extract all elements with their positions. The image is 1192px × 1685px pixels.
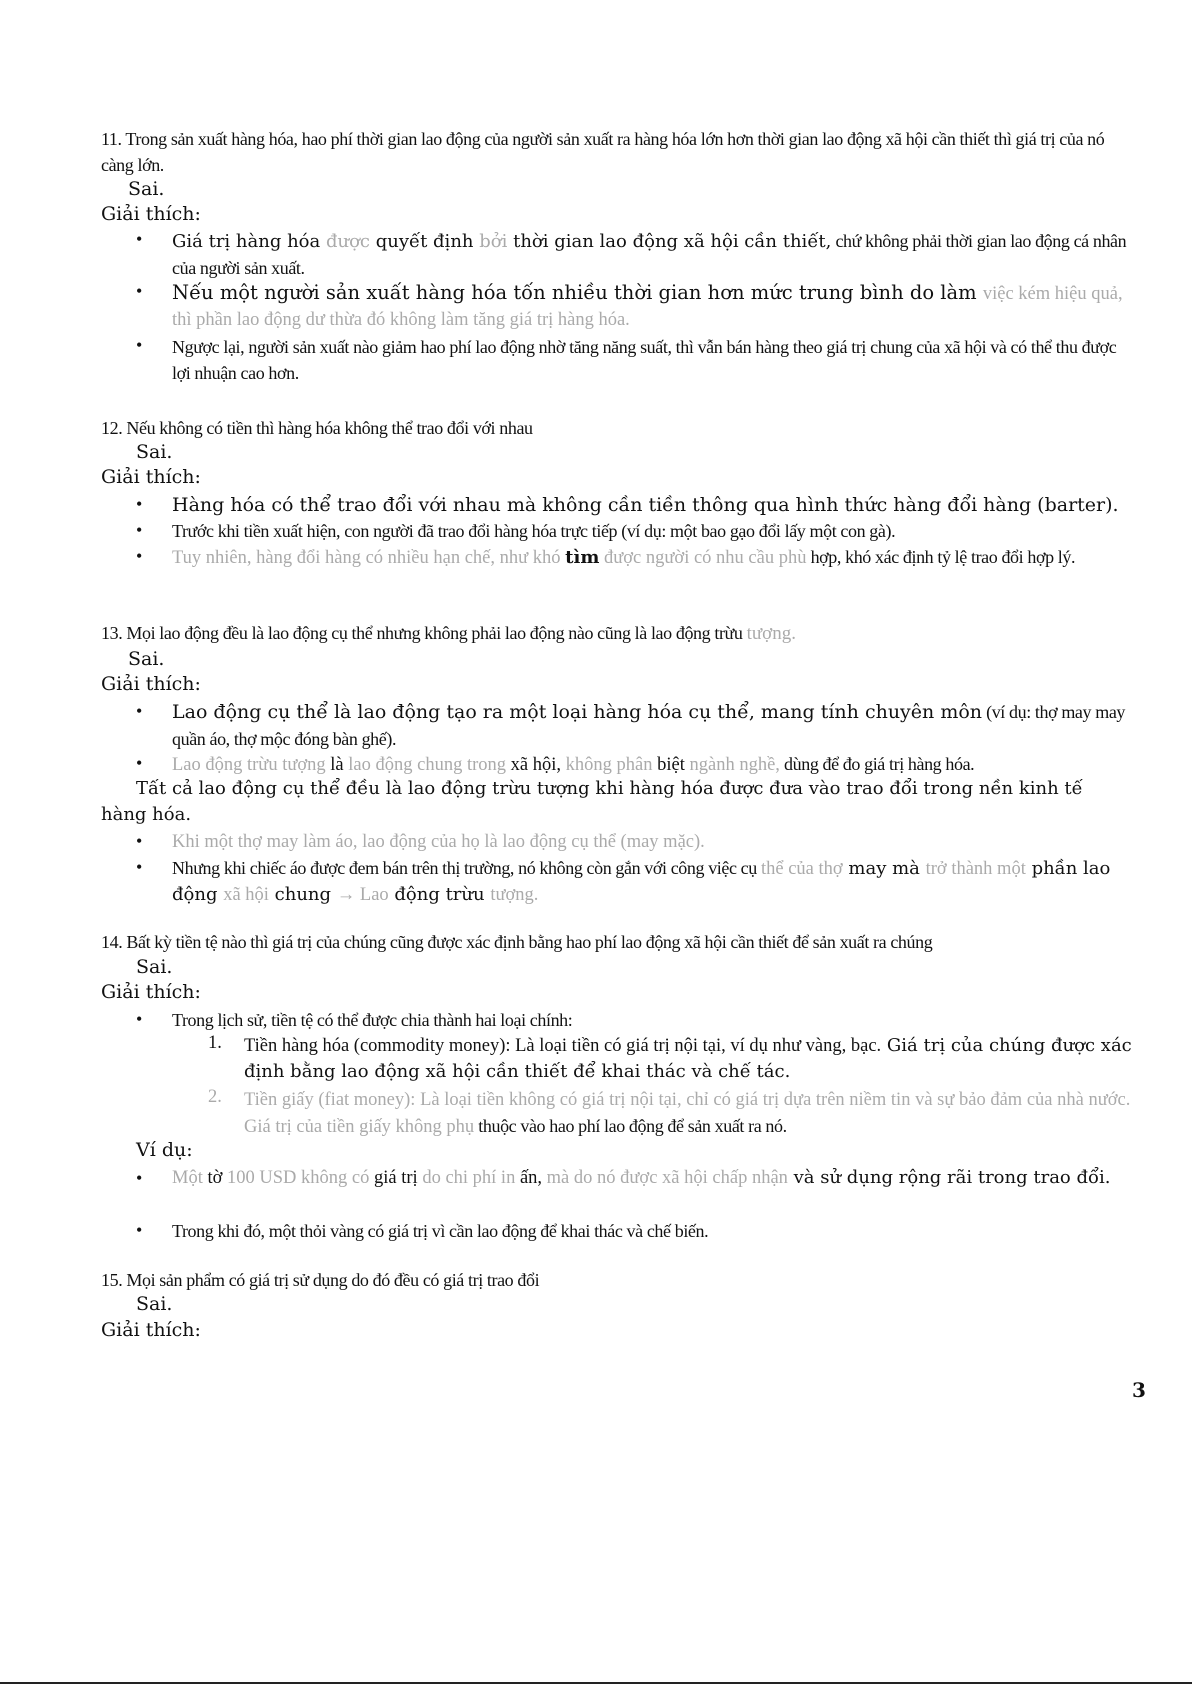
bullet-icon: • (136, 281, 143, 301)
q13-bullet-4: Nhưng khi chiếc áo được đem bán trên thị trường, nó không còn gắn với công việc cụ thể của thợ may mà trở thành một phần lao động xã hội chung → Lao động trừu tượng. (172, 858, 1111, 905)
q14-item-2-number: 2. (208, 1087, 222, 1107)
q14-item-2: Tiền giấy (fiat money): Là loại tiền không có giá trị nội tại, chỉ có giá trị dựa trên niềm tin và sự bảo đảm của nhà nước. Giá trị của tiền giấy không phụ thuộc vào hao phí lao động để sản xuất ra nó. (244, 1090, 1131, 1137)
q13-paragraph: Tất cả lao động cụ thể đều là lao động trừu tượng khi hàng hóa được đưa vào trao đổi trong nền kinh tế hàng hóa. (101, 778, 1083, 825)
bullet-icon: • (136, 1009, 143, 1029)
q11-bullet-3: Ngược lại, người sản xuất nào giảm hao phí lao động nhờ tăng năng suất, thì vẫn bán hàng theo giá trị chung của xã hội và có thể thu được lợi nhuận cao hơn. (172, 337, 1117, 383)
answer-11: Sai. (128, 178, 165, 200)
bullet-icon: • (136, 753, 143, 773)
q14-example-2: Trong khi đó, một thỏi vàng có giá trị vì cần lao động để khai thác và chế biến. (172, 1221, 709, 1241)
q11-bullet-1: Giá trị hàng hóa được quyết định bởi thời gian lao động xã hội cần thiết, chứ không phải thời gian lao động cá nhân của người sản xuất. (172, 231, 1127, 278)
answer-15: Sai. (136, 1293, 173, 1315)
bullet-icon: • (136, 520, 143, 540)
q12-bullet-3: Tuy nhiên, hàng đổi hàng có nhiều hạn chế, như khó tìm được người có nhu cầu phù hợp, khó xác định tỷ lệ trao đổi hợp lý. (172, 547, 1076, 568)
q14-item-1-number: 1. (208, 1033, 222, 1053)
bullet-icon: • (136, 335, 143, 355)
q14-bullet-1: Trong lịch sử, tiền tệ có thể được chia thành hai loại chính: (172, 1010, 573, 1030)
bullet-icon: • (136, 1168, 143, 1188)
q13-bullet-2: Lao động trừu tượng là lao động chung trong xã hội, không phân biệt ngành nghề, dùng để đo giá trị hàng hóa. (172, 754, 975, 775)
bullet-icon: • (136, 857, 143, 877)
q13-bullet-1: Lao động cụ thể là lao động tạo ra một loại hàng hóa cụ thể, mang tính chuyên môn (ví dụ: thợ may may quần áo, thợ mộc đóng bàn ghế). (172, 701, 1126, 749)
explanation-label-12: Giải thích: (101, 466, 201, 488)
question-15: 15. Mọi sản phẩm có giá trị sử dụng do đó đều có giá trị trao đổi (101, 1270, 540, 1290)
question-14: 14. Bất kỳ tiền tệ nào thì giá trị của chúng cũng được xác định bằng hao phí lao động xã hội cần thiết để sản xuất ra chúng (101, 932, 933, 952)
answer-14: Sai. (136, 956, 173, 978)
bullet-icon: • (136, 831, 143, 851)
q12-bullet-2: Trước khi tiền xuất hiện, con người đã trao đổi hàng hóa trực tiếp (ví dụ: một bao gạo đổi lấy một con gà). (172, 521, 896, 541)
explanation-label-14: Giải thích: (101, 981, 201, 1003)
bullet-icon: • (136, 229, 143, 249)
explanation-label-11: Giải thích: (101, 203, 201, 225)
answer-12: Sai. (136, 441, 173, 463)
page-bottom-border (0, 1682, 1192, 1684)
q13-bullet-3: Khi một thợ may làm áo, lao động của họ là lao động cụ thể (may mặc). (172, 832, 705, 852)
bullet-icon: • (136, 701, 143, 721)
q14-item-1: Tiền hàng hóa (commodity money): Là loại tiền có giá trị nội tại, ví dụ như vàng, bạc. Giá trị của chúng được xác định bằng lao động xã hội cần thiết để khai thác và chế tác. (244, 1035, 1132, 1082)
question-12: 12. Nếu không có tiền thì hàng hóa không thể trao đổi với nhau (101, 418, 533, 438)
page-number: 3 (1132, 1378, 1146, 1402)
answer-13: Sai. (128, 648, 165, 670)
q14-example-1: Một tờ 100 USD không có giá trị do chi phí in ấn, mà do nó được xã hội chấp nhận và sử dụng rộng rãi trong trao đổi. (172, 1167, 1111, 1188)
q12-bullet-1: Hàng hóa có thể trao đổi với nhau mà không cần tiền thông qua hình thức hàng đổi hàng (barter). (172, 494, 1119, 516)
example-label-14: Ví dụ: (136, 1139, 193, 1161)
question-13: 13. Mọi lao động đều là lao động cụ thể nhưng không phải lao động nào cũng là lao động trừu tượng. (101, 623, 796, 644)
q11-bullet-2: Nếu một người sản xuất hàng hóa tốn nhiều thời gian hơn mức trung bình do làm việc kém hiệu quả, thì phần lao động dư thừa đó không làm tăng giá trị hàng hóa. (172, 281, 1123, 330)
bullet-icon: • (136, 1220, 143, 1240)
question-11: 11. Trong sản xuất hàng hóa, hao phí thời gian lao động của người sản xuất ra hàng hóa lớn hơn thời gian lao động xã hội cần thiết thì giá trị của nó càng lớn. (101, 129, 1105, 175)
bullet-icon: • (136, 546, 143, 566)
bullet-icon: • (136, 494, 143, 514)
explanation-label-13: Giải thích: (101, 673, 201, 695)
explanation-label-15: Giải thích: (101, 1319, 201, 1341)
